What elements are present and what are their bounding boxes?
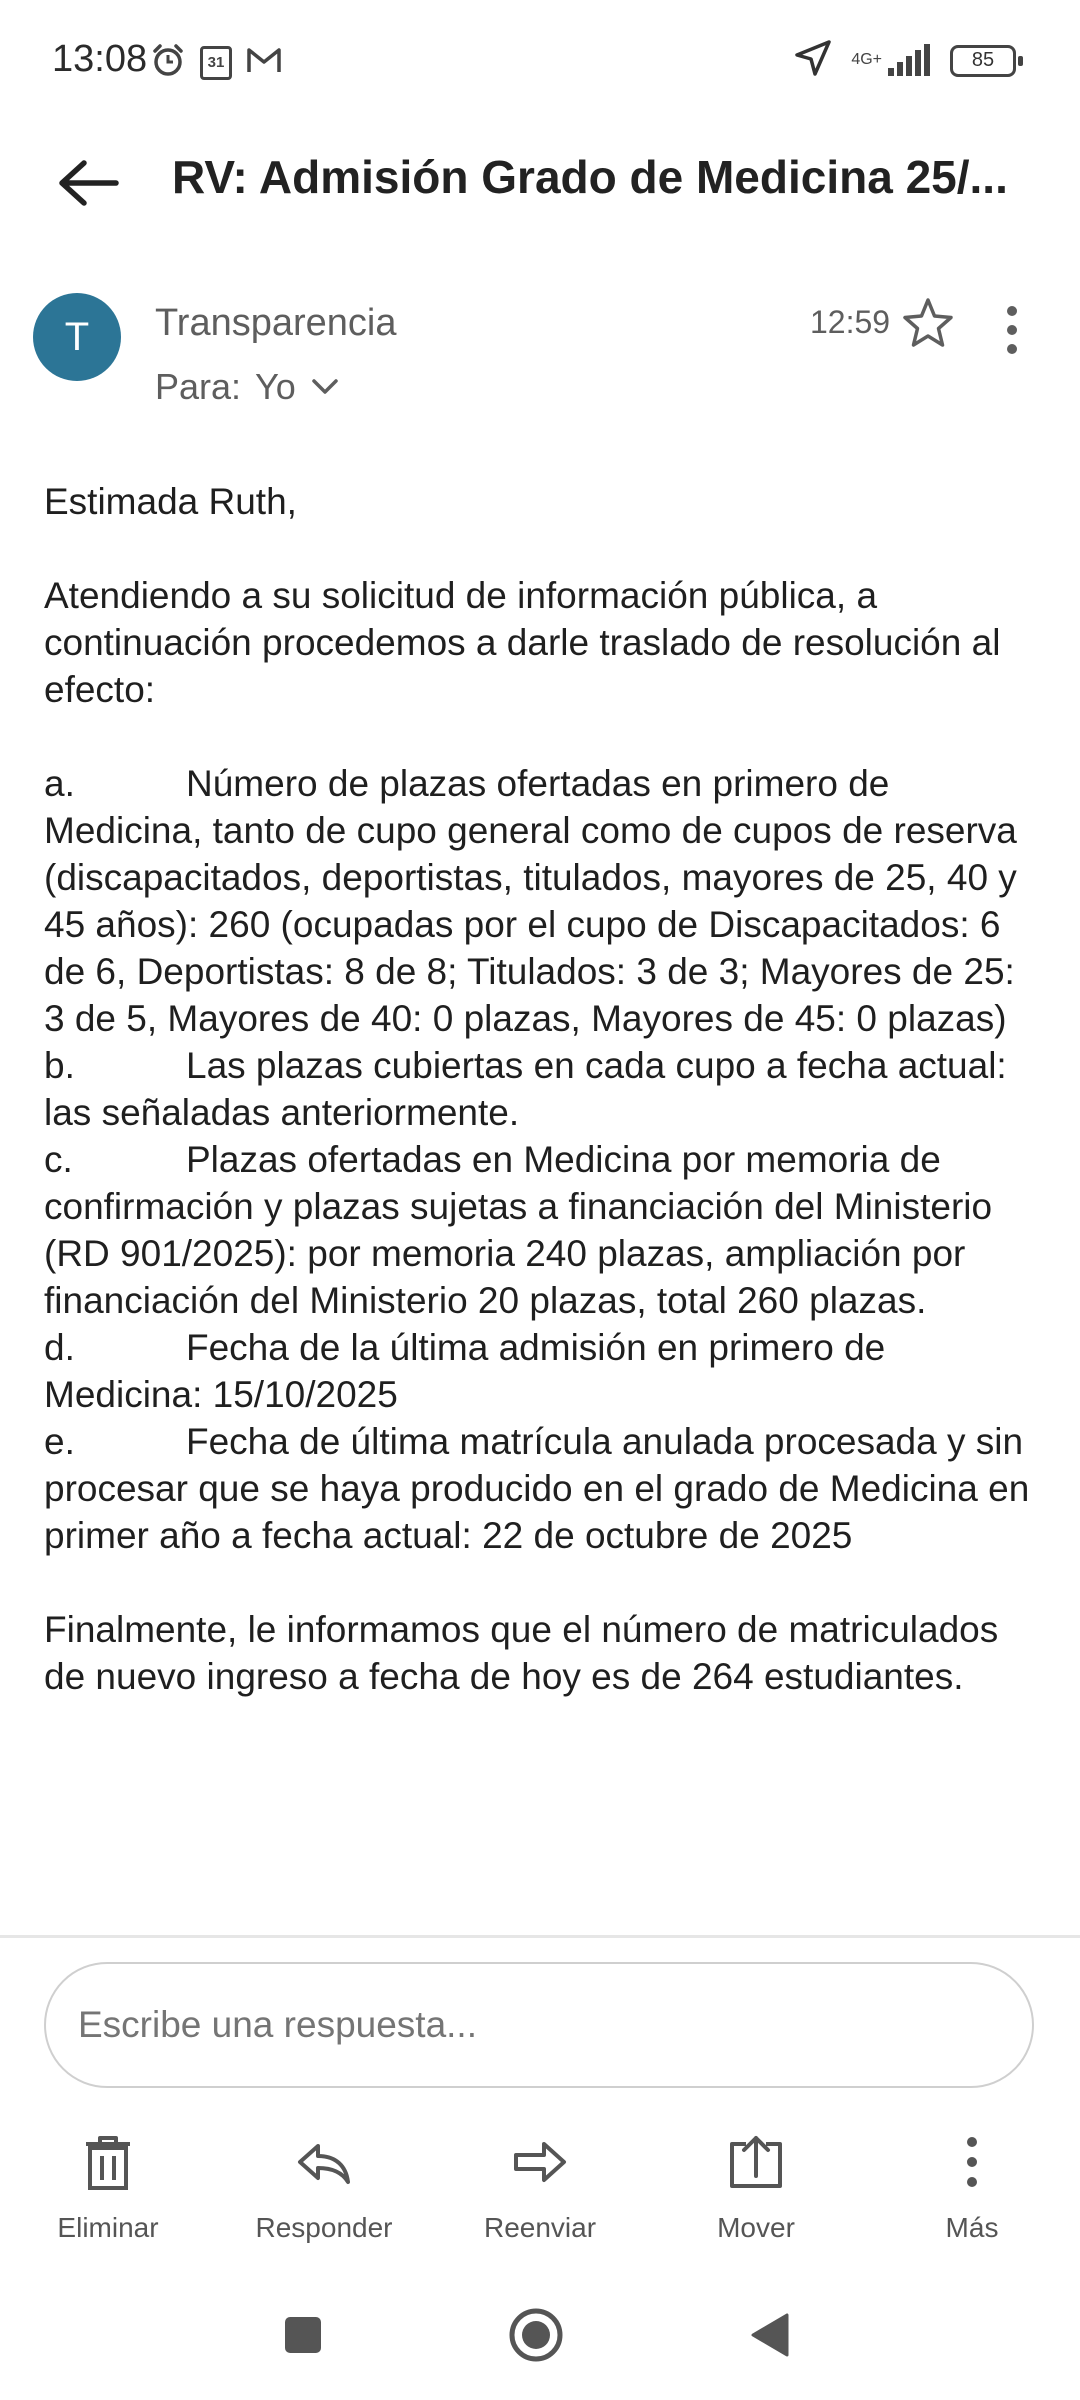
arrow-left-icon xyxy=(56,158,120,208)
circle-icon xyxy=(507,2306,565,2364)
reply-icon xyxy=(292,2130,356,2194)
app-header xyxy=(0,120,1080,244)
star-button[interactable] xyxy=(898,294,958,354)
battery-icon xyxy=(950,45,1016,77)
home-button[interactable] xyxy=(501,2300,571,2370)
intro-paragraph: Atendiendo a su solicitud de información pública, a continuación procedemos a darle traslado de resolución al efecto: xyxy=(44,575,1001,710)
forward-button[interactable] xyxy=(450,2130,630,2244)
more-options-button[interactable] xyxy=(990,300,1034,360)
item-text: Las plazas cubiertas en cada cupo a fecha actual: las señaladas anteriormente. xyxy=(44,1045,1007,1133)
item-text: Plazas ofertadas en Medicina por memoria de confirmación y plazas sujetas a financiación del Ministerio (RD 901/2025): por memoria 240 plazas, ampliación por financiación del Ministerio 20 plazas, total 260 plazas. xyxy=(44,1139,993,1321)
item-letter: b. xyxy=(44,1045,75,1086)
network-type: 4G+ xyxy=(851,50,882,68)
action-bar xyxy=(0,2130,1080,2250)
chevron-down-icon xyxy=(310,377,340,397)
reply-button[interactable] xyxy=(234,2130,414,2244)
item-letter: e. xyxy=(44,1421,75,1462)
battery-level: 85 xyxy=(971,49,995,71)
item-letter: d. xyxy=(44,1327,75,1368)
back-button[interactable] xyxy=(48,148,128,218)
closing-paragraph: Finalmente, le informamos que el número de matriculados de nuevo ingreso a fecha de hoy es de 264 estudiantes. xyxy=(44,1609,999,1697)
move-button[interactable] xyxy=(666,2130,846,2244)
item-letter: a. xyxy=(44,763,75,804)
gmail-icon xyxy=(246,45,282,80)
trash-icon xyxy=(76,2130,140,2194)
triangle-back-icon xyxy=(747,2311,791,2359)
list-item xyxy=(44,1418,1044,1559)
reply-input[interactable] xyxy=(44,1962,1034,2088)
more-vert-icon xyxy=(1005,305,1019,355)
square-icon xyxy=(283,2315,323,2355)
greeting: Estimada Ruth, xyxy=(44,481,297,522)
status-icons-right xyxy=(793,38,1016,83)
calendar-day: 31 xyxy=(207,53,225,71)
system-nav-bar xyxy=(0,2290,1080,2380)
delete-label: Eliminar xyxy=(57,2212,159,2243)
to-value: Yo xyxy=(255,366,296,407)
to-label: Para: xyxy=(155,366,242,407)
status-bar xyxy=(0,0,1080,120)
calendar-icon xyxy=(200,46,232,80)
list-item xyxy=(44,1324,1044,1418)
email-body xyxy=(44,478,1044,1700)
list-item xyxy=(44,760,1044,1042)
divider xyxy=(0,1935,1080,1938)
more-icon xyxy=(940,2130,1004,2194)
email-subject: RV: Admisión Grado de Medicina 25/... xyxy=(172,151,1008,203)
item-text: Número de plazas ofertadas en primero de Medicina, tanto de cupo general como de cupos de reserva (discapacitados, deportistas, titulados, mayores de 25, 40 y 45 años): 260 (ocupadas por el cupo de Discapacitados: 6 de 6, Deportistas: 8 de 8; Titulados: 3 de 3; Mayores de 25: 3 de 5, Mayores de 40: 0 plazas, Mayores de 45: 0 plazas) xyxy=(44,763,1017,1039)
recipients-toggle[interactable] xyxy=(155,366,340,408)
alarm-icon xyxy=(150,42,186,83)
forward-icon xyxy=(508,2130,572,2194)
star-icon xyxy=(898,294,958,354)
item-text: Fecha de la última admisión en primero de Medicina: 15/10/2025 xyxy=(44,1327,886,1415)
delete-button[interactable] xyxy=(18,2130,198,2244)
item-letter: c. xyxy=(44,1139,73,1180)
status-time: 13:08 xyxy=(52,38,148,80)
move-label: Mover xyxy=(717,2212,795,2243)
forward-label: Reenviar xyxy=(483,2212,597,2243)
move-icon xyxy=(724,2130,788,2194)
status-icons-left xyxy=(150,42,282,83)
recents-button[interactable] xyxy=(268,2300,338,2370)
sender-name[interactable]: Transparencia xyxy=(155,302,397,344)
list-item xyxy=(44,1042,1044,1136)
reply-label: Responder xyxy=(255,2212,393,2243)
item-text: Fecha de última matrícula anulada procesada y sin procesar que se haya producido en el grado de Medicina en primer año a fecha actual: 22 de octubre de 2025 xyxy=(44,1421,1030,1556)
location-icon xyxy=(793,38,833,83)
list-item xyxy=(44,1136,1044,1324)
more-label: Más xyxy=(945,2212,999,2243)
email-time: 12:59 xyxy=(810,304,891,340)
avatar-letter: T xyxy=(64,314,90,359)
more-button[interactable] xyxy=(882,2130,1062,2244)
back-nav-button[interactable] xyxy=(734,2300,804,2370)
avatar[interactable] xyxy=(33,293,121,381)
signal-icon xyxy=(851,44,932,78)
